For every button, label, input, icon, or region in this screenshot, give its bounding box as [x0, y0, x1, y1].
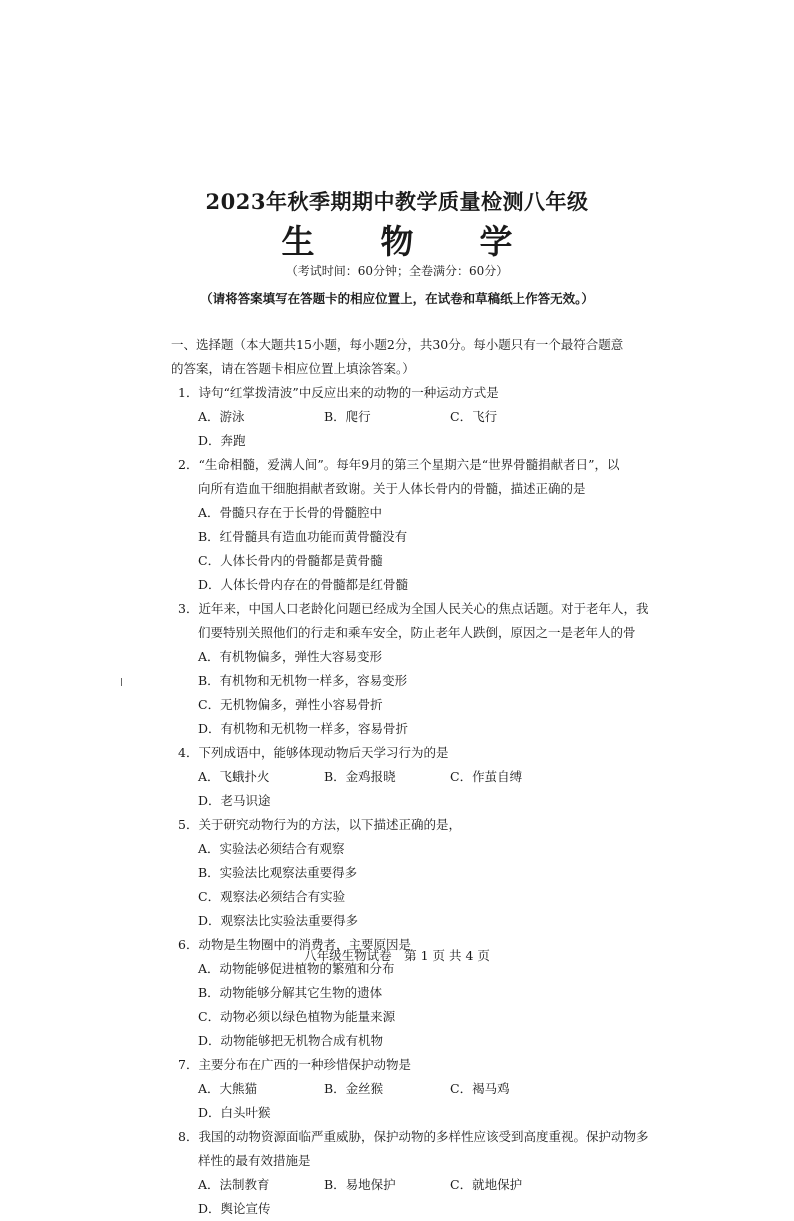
option-b: B．红骨髓具有造血功能而黄骨髓没有	[198, 529, 408, 544]
option-a: A．实验法必须结合有观察	[198, 841, 345, 856]
option-c: C．无机物偏多，弹性小容易骨折	[198, 697, 383, 712]
question-stem-text: 8．我国的动物资源面临严重威胁，保护动物的多样性应该受到高度重视。保护动物多	[178, 1129, 649, 1144]
option-c: C．褐马鸡	[450, 1081, 510, 1096]
question-stem-text: 7．主要分布在广西的一种珍惜保护动物是	[178, 1057, 411, 1072]
option-a: A．有机物偏多，弹性大容易变形	[198, 649, 383, 664]
option-a: A．大熊猫	[198, 1081, 258, 1096]
question-list	[178, 381, 668, 1221]
option-c: C．动物必须以绿色植物为能量来源	[198, 1009, 396, 1024]
section-title-line2: 的答案，请在答题卡相应位置上填涂答案。）	[171, 361, 415, 376]
option-a: A．动物能够促进植物的繁殖和分布	[198, 961, 395, 976]
option-b: B．金鸡报晓	[324, 769, 396, 784]
exam-info: （考试时间：60分钟；全卷满分：60分）	[285, 264, 509, 278]
option-c: C．作茧自缚	[450, 769, 523, 784]
option-a: A．飞蛾扑火	[198, 769, 270, 784]
question-stem-continuation: 向所有造血干细胞捐献者致谢。关于人体长骨内的骨髓，描述正确的是	[198, 481, 586, 496]
question-stem	[178, 1125, 668, 1173]
question-stem-text: 5．关于研究动物行为的方法，以下描述正确的是，	[178, 817, 461, 832]
option-d: D．老马识途	[198, 793, 271, 808]
question-7	[178, 1053, 668, 1125]
option-a: A．法制教育	[198, 1177, 270, 1192]
question-stem-text: 6．动物是生物圈中的消费者，主要原因是	[178, 937, 411, 952]
option-d: D．人体长骨内存在的骨髓都是红骨髓	[198, 577, 409, 592]
option-group	[178, 765, 668, 813]
answer-notice: （请将答案填写在答题卡的相应位置上，在试卷和草稿纸上作答无效。）	[200, 291, 594, 306]
option-d: D．观察法比实验法重要得多	[198, 913, 359, 928]
option-group	[178, 405, 668, 453]
option-c: C．飞行	[450, 409, 498, 424]
option-b: B．易地保护	[324, 1177, 396, 1192]
option-group	[178, 645, 668, 741]
question-stem	[178, 813, 668, 837]
option-group	[178, 957, 668, 1053]
question-content	[171, 333, 668, 1221]
question-stem-text: 2．“生命相髓，爱满人间”。每年9月的第三个星期六是“世界骨髓捐献者日”，以	[178, 457, 620, 472]
subject-title: 生 物 学	[281, 222, 513, 261]
question-2	[178, 453, 668, 597]
question-stem-text: 1．诗句“红掌拨清波”中反应出来的动物的一种运动方式是	[178, 385, 499, 400]
option-group	[178, 1077, 668, 1125]
option-group	[178, 837, 668, 933]
question-stem-continuation: 样性的最有效措施是	[198, 1153, 311, 1168]
question-4	[178, 741, 668, 813]
option-group	[178, 1173, 668, 1221]
option-a: A．骨髓只存在于长骨的骨髓腔中	[198, 505, 383, 520]
option-b: B．有机物和无机物一样多，容易变形	[198, 673, 408, 688]
option-c: C．就地保护	[450, 1177, 523, 1192]
question-3	[178, 597, 668, 741]
question-stem	[178, 1053, 668, 1077]
page-footer: 八年级生物试卷 第 1 页 共 4 页	[304, 948, 490, 963]
margin-mark	[121, 678, 124, 686]
option-a: A．游泳	[198, 409, 245, 424]
option-c: C．观察法必须结合有实验	[198, 889, 346, 904]
question-stem-text: 4．下列成语中，能够体现动物后天学习行为的是	[178, 745, 449, 760]
option-d: D．白头叶猴	[198, 1105, 271, 1120]
option-b: B．实验法比观察法重要得多	[198, 865, 358, 880]
question-stem	[178, 453, 668, 501]
option-b: B．动物能够分解其它生物的遗体	[198, 985, 383, 1000]
option-group	[178, 501, 668, 597]
question-stem	[178, 597, 668, 645]
option-b: B．爬行	[324, 409, 371, 424]
question-stem-text: 3．近年来，中国人口老龄化问题已经成为全国人民关心的焦点话题。对于老年人，我	[178, 601, 649, 616]
option-c: C．人体长骨内的骨髓都是黄骨髓	[198, 553, 383, 568]
option-d: D．舆论宣传	[198, 1201, 271, 1216]
question-stem-continuation: 们要特别关照他们的行走和乘车安全，防止老年人跌倒，原因之一是老年人的骨	[198, 625, 636, 640]
exam-title: 2023年秋季期期中教学质量检测八年级	[205, 189, 589, 214]
section-title	[171, 333, 668, 381]
question-5	[178, 813, 668, 933]
question-stem	[178, 741, 668, 765]
option-d: D．动物能够把无机物合成有机物	[198, 1033, 384, 1048]
question-1	[178, 381, 668, 453]
question-8	[178, 1125, 668, 1221]
section-title-line1: 一、选择题（本大题共15小题，每小题2分，共30分。每小题只有一个最符合题意	[171, 337, 624, 352]
question-stem	[178, 381, 668, 405]
option-d: D．奔跑	[198, 433, 246, 448]
option-d: D．有机物和无机物一样多，容易骨折	[198, 721, 409, 736]
option-b: B．金丝猴	[324, 1081, 384, 1096]
